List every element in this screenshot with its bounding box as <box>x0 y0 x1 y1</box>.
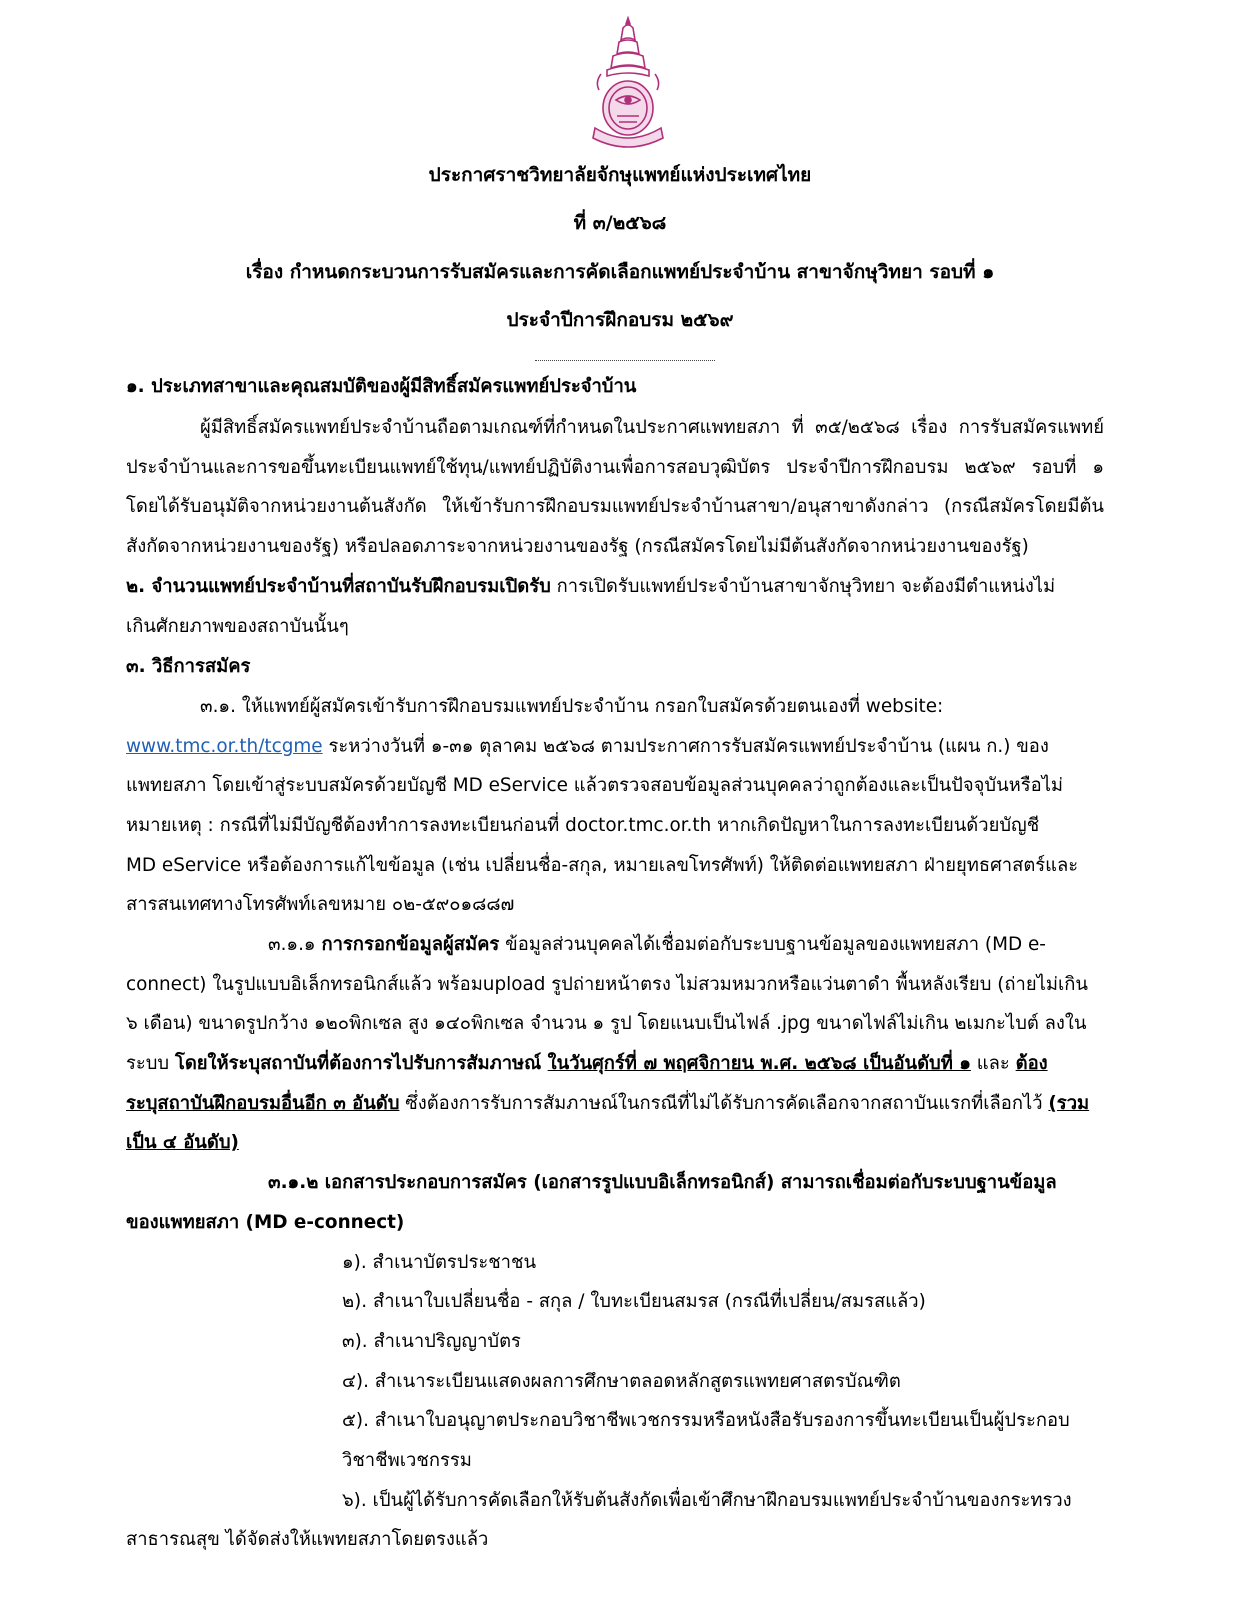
document-list-item: สาธารณสุข ได้จัดส่งให้แพทยสภาโดยตรงแล้ว <box>126 1529 489 1550</box>
section-2-heading: ๒. จำนวนแพทย์ประจำบ้านที่สถาบันรับฝึกอบรมเปิดรับ <box>126 576 551 597</box>
subsection-311-bold: โดยให้ระบุสถาบันที่ต้องการไปรับการสัมภาษณ์ <box>174 1053 548 1074</box>
subsection-312-heading: ของแพทยสภา (MD e-connect) <box>126 1212 405 1233</box>
section-3-line: MD eService หรือต้องการแก้ไขข้อมูล (เช่น เปลี่ยนชื่อ-สกุล, หมายเลขโทรศัพท์) ให้ติดต่อแพทยสภา ฝ่ายยุทธศาสตร์และ <box>126 855 1079 876</box>
subsection-311-text: และ <box>970 1053 1016 1074</box>
section-3-line: ๓.๑. ให้แพทย์ผู้สมัครเข้ารับการฝึกอบรมแพทย์ประจำบ้าน กรอกใบสมัครด้วยตนเองที่ website: <box>200 696 944 717</box>
subsection-311-line: connect) ในรูปแบบอิเล็กทรอนิกส์แล้ว พร้อมupload รูปถ่ายหน้าตรง ไม่สวมหมวกหรือแว่นตาดำ พื้นหลังเรียบ (ถ่ายไม่เกิน <box>126 974 1088 995</box>
subsection-311-line <box>126 1052 1048 1076</box>
section-1-line: ผู้มีสิทธิ์สมัครแพทย์ประจำบ้านถือตามเกณฑ์ที่กำหนดในประกาศแพทยสภา ที่ ๓๕/๒๕๖๘ เรื่อง การรับสมัครแพทย์ <box>200 417 1104 438</box>
document-list-item: ๖). เป็นผู้ได้รับการคัดเลือกให้รับต้นสังกัดเพื่อเข้าศึกษาฝึกอบรมแพทย์ประจำบ้านของกระทรวง <box>342 1490 1072 1511</box>
subsection-311-emphasis: ต้อง <box>1015 1053 1048 1074</box>
subsection-311-text: ข้อมูลส่วนบุคคลได้เชื่อมต่อกับระบบฐานข้อมูลของแพทยสภา (MD e- <box>499 934 1046 955</box>
section-3-line: สารสนเทศทางโทรศัพท์เลขหมาย ๐๒-๕๙๐๑๘๘๗ <box>126 894 515 915</box>
subsection-311-line: ๖ เดือน) ขนาดรูปกว้าง ๑๒๐พิกเซล สูง ๑๔๐พิกเซล จำนวน ๑ รูป โดยแนบเป็นไฟล์ .jpg ขนาดไฟล์ไม่เกิน ๒เมกะไบต์ ลงใน <box>126 1013 1087 1034</box>
college-emblem-logo <box>589 16 667 154</box>
subsection-311-line <box>268 933 1046 957</box>
separator-dots <box>535 360 715 361</box>
section-3-line <box>126 735 1049 759</box>
training-year: ประจำปีการฝึกอบรม ๒๕๖๙ <box>506 309 734 331</box>
section-3-text: ระหว่างวันที่ ๑-๓๑ ตุลาคม ๒๕๖๘ ตามประกาศการรับสมัครแพทย์ประจำบ้าน (แผน ก.) ของ <box>322 736 1049 757</box>
document-number: ที่ ๓/๒๕๖๘ <box>573 212 667 234</box>
section-2-text: การเปิดรับแพทย์ประจำบ้านสาขาจักษุวิทยา จะต้องมีตำแหน่งไม่ <box>550 576 1056 597</box>
section-3-heading: ๓. วิธีการสมัคร <box>126 656 251 677</box>
subsection-311-number: ๓.๑.๑ <box>268 934 322 955</box>
subsection-312-heading: ๓.๑.๒ เอกสารประกอบการสมัคร (เอกสารรูปแบบอิเล็กทรอนิกส์) สามารถเชื่อมต่อกับระบบฐานข้อมูล <box>268 1172 1057 1193</box>
interview-date-emphasis: ในวันศุกร์ที่ ๗ พฤศจิกายน พ.ศ. ๒๕๖๘ เป็นอันดับที่ ๑ <box>547 1053 971 1074</box>
document-title: ประกาศราชวิทยาลัยจักษุแพทย์แห่งประเทศไทย <box>428 164 812 186</box>
section-2-line: เกินศักยภาพของสถาบันนั้นๆ <box>126 616 349 637</box>
document-list-item: ๓). สำเนาปริญญาบัตร <box>342 1331 521 1352</box>
subsection-311-emphasis: เป็น ๔ อันดับ) <box>126 1132 239 1153</box>
document-list-item: ๕). สำเนาใบอนุญาตประกอบวิชาชีพเวชกรรมหรือหนังสือรับรองการขึ้นทะเบียนเป็นผู้ประกอบ <box>342 1410 1070 1431</box>
document-list-item: ๒). สำเนาใบเปลี่ยนชื่อ - สกุล / ใบทะเบียนสมรส (กรณีที่เปลี่ยน/สมรสแล้ว) <box>342 1291 926 1312</box>
section-1-line: ประจำบ้านและการขอขึ้นทะเบียนแพทย์ใช้ทุน/แพทย์ปฏิบัติงานเพื่อการสอบวุฒิบัตร ประจำปีการฝึกอบรม ๒๕๖๙ รอบที่ ๑ <box>126 457 1104 478</box>
document-subject: เรื่อง กำหนดกระบวนการรับสมัครและการคัดเลือกแพทย์ประจำบ้าน สาขาจักษุวิทยา รอบที่ ๑ <box>245 261 995 283</box>
section-1-heading: ๑. ประเภทสาขาและคุณสมบัติของผู้มีสิทธิ์สมัครแพทย์ประจำบ้าน <box>126 376 637 397</box>
section-2-line <box>126 575 1055 599</box>
tcgme-link[interactable]: www.tmc.or.th/tcgme <box>126 736 323 757</box>
document-list-item: ๔). สำเนาระเบียนแสดงผลการศึกษาตลอดหลักสูตรแพทยศาสตรบัณฑิต <box>342 1371 901 1392</box>
section-3-note: หมายเหตุ : กรณีที่ไม่มีบัญชีต้องทำการลงทะเบียนก่อนที่ doctor.tmc.or.th หากเกิดปัญหาในการลงทะเบียนด้วยบัญชี <box>126 815 1040 836</box>
subsection-311-line <box>126 1092 1089 1116</box>
section-1-line: โดยได้รับอนุมัติจากหน่วยงานต้นสังกัด ให้เข้ารับการฝึกอบรมแพทย์ประจำบ้านสาขา/อนุสาขาดังกล่าว (กรณีสมัครโดยมีต้น <box>126 496 1104 517</box>
subsection-311-text: ระบบ <box>126 1053 175 1074</box>
section-1-line: สังกัดจากหน่วยงานของรัฐ) หรือปลอดภาระจากหน่วยงานของรัฐ (กรณีสมัครโดยไม่มีต้นสังกัดจากหน่วยงานของรัฐ) <box>126 536 1029 557</box>
section-3-line: แพทยสภา โดยเข้าสู่ระบบสมัครด้วยบัญชี MD eService แล้วตรวจสอบข้อมูลส่วนบุคคลว่าถูกต้องและเป็นปัจจุบันหรือไม่ <box>126 775 1064 796</box>
subsection-311-text: ซึ่งต้องการรับการสัมภาษณ์ในกรณีที่ไม่ได้รับการคัดเลือกจากสถาบันแรกที่เลือกไว้ <box>399 1093 1049 1114</box>
document-list-item: ๑). สำเนาบัตรประชาชน <box>342 1252 537 1273</box>
subsection-311-heading: การกรอกข้อมูลผู้สมัคร <box>321 934 500 955</box>
subsection-311-emphasis: (รวม <box>1048 1093 1090 1114</box>
subsection-311-emphasis: ระบุสถาบันฝึกอบรมอื่นอีก ๓ อันดับ <box>126 1093 400 1114</box>
document-list-item: วิชาชีพเวชกรรม <box>342 1450 472 1471</box>
